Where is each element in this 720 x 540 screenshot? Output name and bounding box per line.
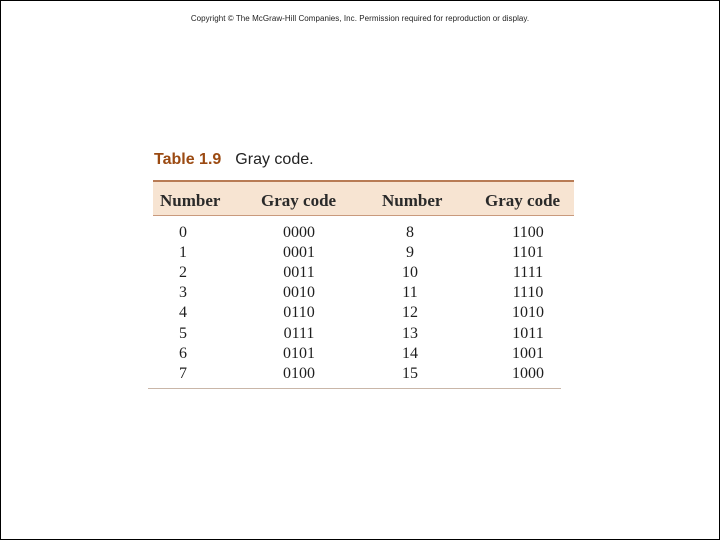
table-cell: 4 [179,304,187,322]
table-cell: 7 [179,364,187,382]
table-row [153,283,574,303]
gray-code-table [153,180,574,388]
table-bottom-rule [148,388,561,389]
table-cell: 1000 [512,364,544,382]
table-cell: 1011 [512,324,544,342]
header-gray-code-right: Gray code [485,191,561,210]
table-cell: 0000 [283,224,315,241]
table-cell: 14 [402,344,418,362]
table-cell: 10 [402,264,418,282]
table-cell: 0001 [283,244,315,262]
table-cell: 9 [406,244,414,262]
table-body [153,216,574,388]
table-cell: 1 [179,244,187,262]
table-cell: 0110 [283,304,315,322]
table-cell: 1110 [512,284,544,302]
table-row [153,303,574,323]
table-cell: 1101 [512,244,544,262]
table-cell: 12 [402,304,418,322]
table-cell: 0111 [283,324,315,342]
table-cell: 13 [402,324,418,342]
table-cell: 1001 [512,344,544,362]
header-number-left: Number [160,191,221,210]
table-cell: 8 [406,224,414,241]
table-caption-text: Gray code. [235,151,314,168]
table-cell: 1111 [512,264,544,282]
table-row [153,344,574,364]
table-cell: 0011 [283,264,315,282]
table-cell: 3 [179,284,187,302]
table-cell: 5 [179,324,187,342]
table-cell: 0010 [283,284,315,302]
table-cell: 1010 [512,304,544,322]
table-cell: 6 [179,344,187,362]
copyright-notice: Copyright © The McGraw-Hill Companies, Inc. Permission required for reproduction or display. [190,14,530,23]
table-cell: 2 [179,264,187,282]
table-row [153,324,574,344]
table-caption-label: Table 1.9 [154,151,222,168]
table-cell: 0101 [283,344,315,362]
table-row [153,364,574,384]
header-number-right: Number [382,191,443,210]
table-cell: 11 [402,284,418,302]
table-header [153,180,574,216]
table-caption [154,151,314,169]
table-row [153,263,574,283]
table-cell: 0 [179,224,187,241]
table-row [153,243,574,263]
table-row [153,223,574,243]
table-cell: 1100 [512,224,544,241]
table-cell: 15 [402,364,418,382]
header-gray-code-left: Gray code [261,191,337,210]
table-cell: 0100 [283,364,315,382]
